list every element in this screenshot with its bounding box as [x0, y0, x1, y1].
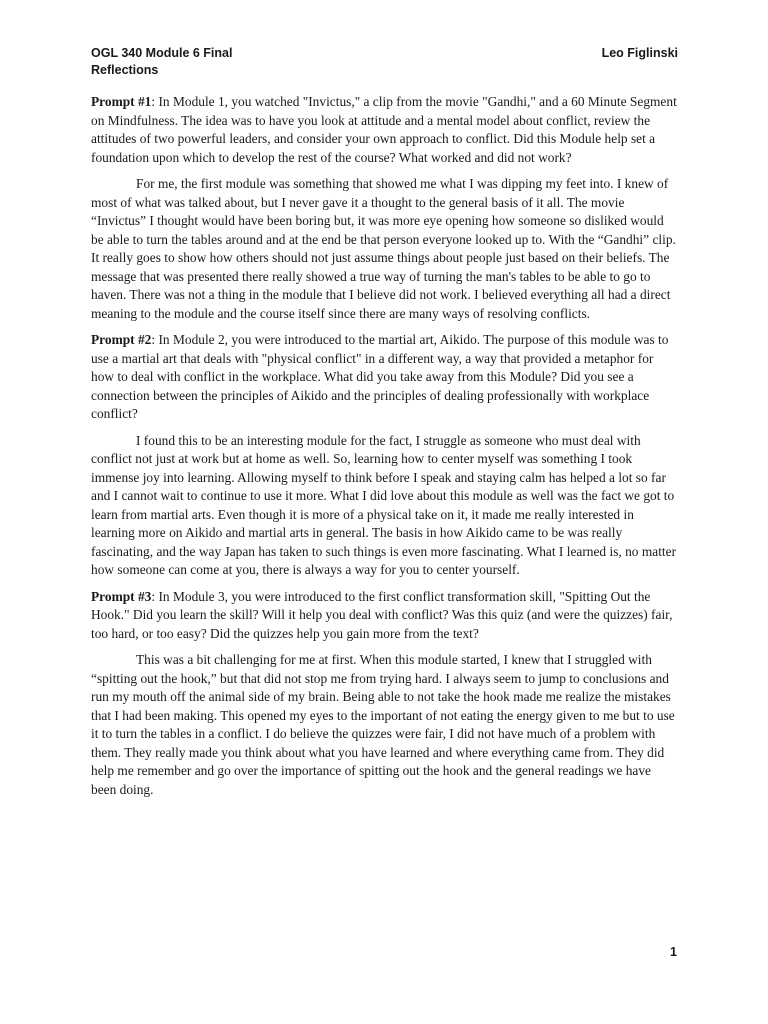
answer-paragraph: This was a bit challenging for me at first. When this module started, I knew that I struggled with “spitting out the hook,” but that did not stop me from trying hard. I always seem to jump to conclusions and run my mouth off the animal side of my brain. Being able to not take the hook made me realize the mistakes that I had been making. This opened my eyes to the important of not eating the energy given to me but to use it to turn the tables in a conflict. I do believe the quizzes were fair, I did not have much of a problem with them. They really made you think about what you have learned and where everything came from. They did help me remember and go over the importance of spitting out the hook and the general readings we have been doing. [91, 652, 675, 797]
answer-paragraph: I found this to be an interesting module for the fact, I struggle as someone who must deal with conflict not just at work but at home as well. So, learning how to center myself was something I took immense joy into learning. Allowing myself to think before I speak and staying calm has helped a lot so far and I cannot wait to continue to use it more. What I did love about this module as well was the fact we got to learn from martial arts. Even though it is more of a physical take on it, it made me really interested in learning more on Aikido and martial arts in general. The basis in how Aikido came to be was really fascinating, and the way Japan has taken to such things is even more fascinating. What I learned is, no matter how someone can come at you, there is always a way for you to center yourself. [91, 432, 677, 577]
prompt-paragraph [91, 588, 678, 644]
section-prompt-2 [91, 331, 678, 580]
prompt-label: Prompt #1 [91, 94, 152, 109]
prompt-paragraph [91, 331, 678, 424]
document-page [91, 45, 678, 807]
prompt-label: Prompt #3 [91, 588, 152, 604]
course-title: OGL 340 Module 6 Final Reflections [91, 46, 233, 77]
section-prompt-1 [91, 93, 678, 323]
answer-paragraph: For me, the first module was something that showed me what I was dipping my feet into. I knew of most of what was talked about, but I never gave it a thought to the general basis of it all. The movie “Invictus” I thought would have been boring but, it was more eye opening how someone so disliked would be able to turn the tables around and at the end be that person everyone looked up to. With the “Gandhi” clip. It really goes to show how others should not just assume things about people just based on their beliefs. The message that was presented there really showed a true way of turning the man's tables to be able to go to haven. There was not a thing in the module that I believe did not work. I believed everything all had a direct meaning to the module and the course itself since there are many ways of resolving conflicts. [91, 176, 676, 321]
prompt-text: : In Module 1, you watched "Invictus," a clip from the movie "Gandhi," and a 60 Minute Segment on Mindfulness. The idea was to have you look at attitude and a mental model about conflict, review the attitudes of two powerful leaders, and consider your own approach to conflict. Did this Module help set a foundation upon which to develop the rest of the course? What worked and did not work? [91, 94, 677, 165]
author-name: Leo Figlinski [601, 46, 678, 60]
page-header [91, 45, 678, 79]
prompt-label: Prompt #2 [91, 332, 152, 347]
prompt-text: : In Module 2, you were introduced to the martial art, Aikido. The purpose of this module was to use a martial art that deals with "physical conflict" in a different way, a way that provided a metaphor for how to deal with conflict in the workplace. What did you take away from this Module? Did you see a connection between the principles of Aikido and the principles of dealing professionally with workplace conflict? [91, 332, 669, 421]
prompt-paragraph [91, 93, 678, 167]
prompt-text: : In Module 3, you were introduced to the first conflict transformation skill, "Spitting Out the Hook." Did you learn the skill? Will it help you deal with conflict? Was this quiz (and were the quizzes) fair, too hard, or too easy? Did the quizzes help you gain more from the text? [91, 588, 673, 641]
page-number: 1 [670, 945, 677, 959]
section-prompt-3 [91, 588, 678, 800]
